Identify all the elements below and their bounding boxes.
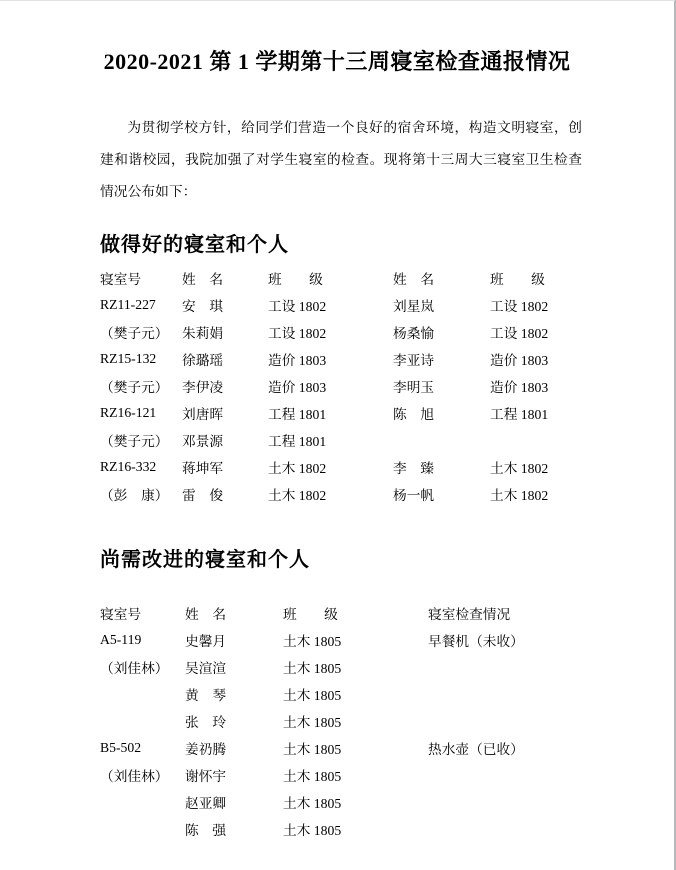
table-cell: 土木 1805 [283,714,342,730]
table-cell: 造价 1803 [268,379,327,395]
table-cell: 刘星岚 [393,298,435,314]
table-cell: 吴渲渲 [185,660,227,676]
table-cell: 土木 1802 [268,487,327,503]
table-header-cell: 姓 名 [182,271,224,287]
table-cell: 陈 旭 [393,406,435,422]
table-cell: 造价 1803 [490,352,549,368]
table-row [100,372,674,399]
table-cell: 蒋坤军 [182,460,224,476]
table-cell: RZ11-227 [100,296,156,312]
table-row [100,788,674,815]
table-cell: 工设 1802 [268,298,327,314]
table-header-row [100,599,674,626]
table-cell: 工设 1802 [268,325,327,341]
table-cell: 土木 1802 [490,460,549,476]
table-cell: （彭 康） [100,487,169,503]
table-cell: 工设 1802 [490,298,549,314]
table-cell: 早餐机（未收） [428,633,524,649]
intro-paragraph: 为贯彻学校方针，给同学们营造一个良好的宿舍环境，构造文明寝室，创建和谐校园，我院加强了对学生寝室的检查。现将第十三周大三寝室卫生检查情况公布如下： [100,120,582,199]
table-row [100,680,674,707]
table-cell: RZ15-132 [100,350,157,366]
table-row [100,345,674,372]
table-cell: 杨桑愉 [393,325,435,341]
table-cell: 土木 1805 [283,633,342,649]
table-cell: 热水壶（已收） [428,741,524,757]
improve-section-heading: 尚需改进的寝室和个人 [100,549,310,571]
table-cell: 徐璐瑶 [182,352,224,368]
table-header-cell: 寝室检查情况 [428,606,511,622]
table-cell: A5-119 [100,631,142,647]
table-row [100,626,674,653]
table-cell: 土木 1805 [283,795,342,811]
table-cell: 土木 1805 [283,822,342,838]
table-row [100,453,674,480]
table-cell: 工程 1801 [490,406,549,422]
table-row [100,318,674,345]
table-header-row [100,264,674,291]
table-cell: 谢怀宇 [185,768,227,784]
table-cell: 安 琪 [182,298,224,314]
table-row [100,399,674,426]
table-cell: 杨一帆 [393,487,435,503]
table-row [100,761,674,788]
table-cell: 黄 琴 [185,687,227,703]
table-row [100,480,674,507]
table-cell: B5-502 [100,739,142,755]
table-header-cell: 班 级 [268,271,323,287]
table-header-cell: 班 级 [283,606,338,622]
table-header-cell: 寝室号 [100,271,142,287]
table-cell: （刘佳林） [100,768,169,784]
table-cell: 邓景源 [182,433,224,449]
table-cell: 土木 1805 [283,741,342,757]
table-header-cell: 姓 名 [393,271,435,287]
table-cell: 土木 1805 [283,768,342,784]
table-cell: 陈 强 [185,822,227,838]
table-cell: RZ16-121 [100,404,157,420]
table-header-cell: 寝室号 [100,606,142,622]
table-cell: 李明玉 [393,379,435,395]
table-cell: 工程 1801 [268,406,327,422]
table-cell: 土木 1802 [490,487,549,503]
table-cell: （樊子元） [100,433,169,449]
table-cell: 李亚诗 [393,352,435,368]
table-header-cell: 姓 名 [185,606,227,622]
table-cell: 姜礽腾 [185,741,227,757]
table-cell: （樊子元） [100,325,169,341]
table-cell: 李伊凌 [182,379,224,395]
improve-dorm-table [100,599,674,842]
good-section [0,232,674,507]
table-cell: 雷 俊 [182,487,224,503]
good-section-heading: 做得好的寝室和个人 [100,234,289,256]
table-cell: 土木 1805 [283,687,342,703]
table-cell: 赵亚卿 [185,795,227,811]
table-row [100,426,674,453]
table-cell: 土木 1805 [283,660,342,676]
table-cell: 造价 1803 [268,352,327,368]
table-row [100,291,674,318]
table-cell: 工程 1801 [268,433,327,449]
document-title: 2020-2021 第 1 学期第十三周寝室检查通报情况 [103,49,571,74]
table-row [100,815,674,842]
table-cell: RZ16-332 [100,458,157,474]
table-cell: 土木 1802 [268,460,327,476]
improve-section [0,547,674,842]
table-cell: 李 臻 [393,460,435,476]
table-cell: 刘唐晖 [182,406,224,422]
table-cell: （刘佳林） [100,660,169,676]
table-row [100,707,674,734]
good-dorm-table [100,264,674,507]
table-header-cell: 班 级 [490,271,545,287]
table-cell: 史馨月 [185,633,227,649]
table-row [100,734,674,761]
table-cell: 工设 1802 [490,325,549,341]
table-cell: （樊子元） [100,379,169,395]
table-cell: 张 玲 [185,714,227,730]
table-cell: 造价 1803 [490,379,549,395]
table-cell: 朱莉娟 [182,325,224,341]
table-row [100,653,674,680]
